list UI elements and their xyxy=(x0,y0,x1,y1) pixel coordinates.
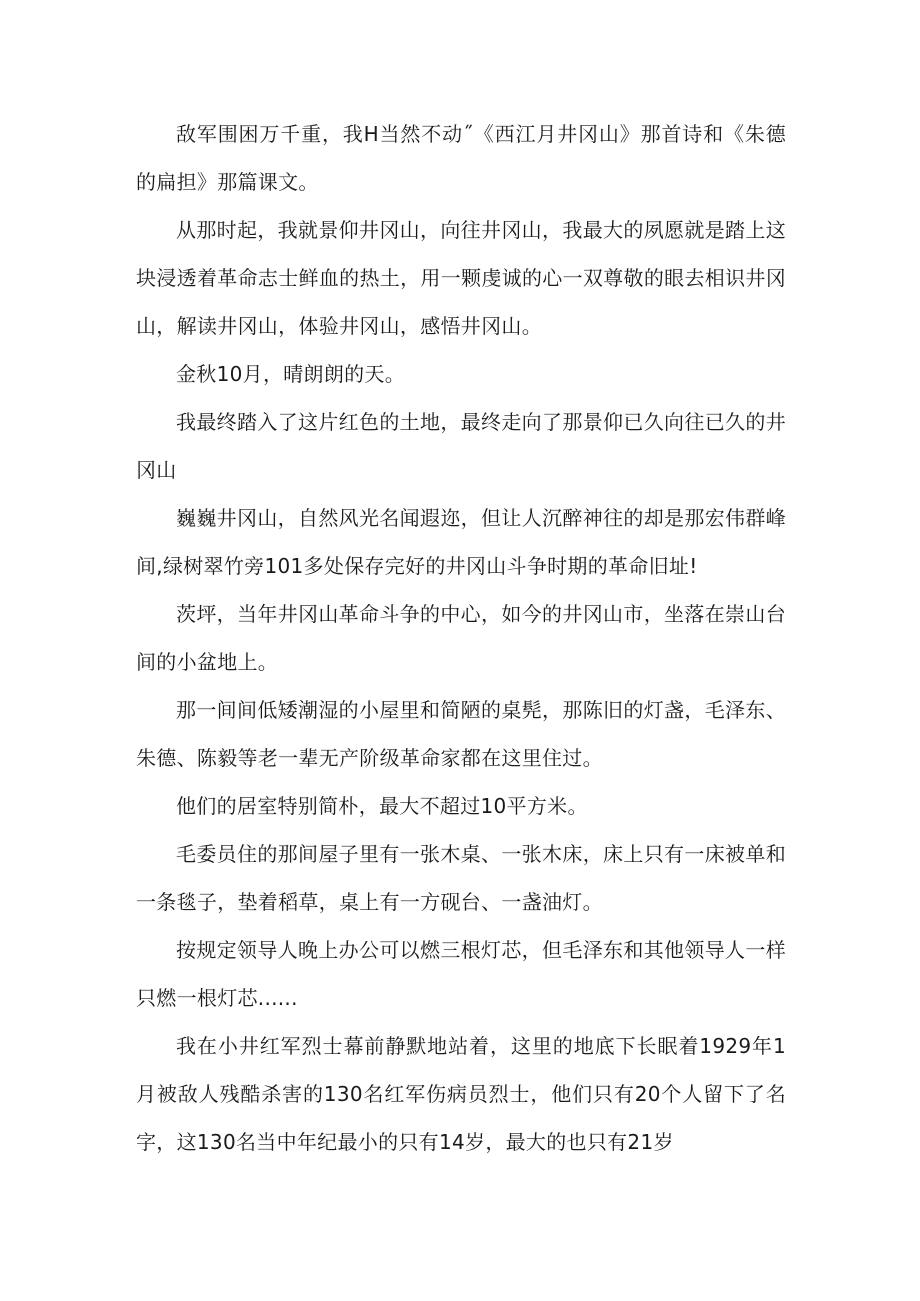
document-body xyxy=(136,110,786,1166)
paragraph-poem-reference: 敌军围困万千重，我H当然不动˝《西江月井冈山》那首诗和《朱德的扁担》那篇课文。 xyxy=(136,122,786,194)
paragraph-golden-autumn: 金秋10月，晴朗朗的天。 xyxy=(176,362,406,386)
paragraph-longing: 从那时起，我就景仰井冈山，向往井冈山，我最大的夙愿就是踏上这块浸透着革命志士鲜血的热土，用一颗虔诚的心一双尊敬的眼去相识井冈山，解读井冈山，体验井冈山，感悟井冈山。 xyxy=(136,218,786,338)
paragraph-chairman-room: 毛委员住的那间屋子里有一张木桌、一张木床，床上只有一床被单和一条毯子，垫着稻草，桌上有一方砚台、一盏油灯。 xyxy=(136,842,786,914)
paragraph-arrival: 我最终踏入了这片红色的土地，最终走向了那景仰已久向往已久的井冈山 xyxy=(136,410,786,482)
paragraph-revolutionary-sites: 巍巍井冈山，自然风光名闻遐迩，但让人沉醉神往的却是那宏伟群峰间,绿树翠竹旁101多处保存完好的井冈山斗争时期的革命旧址! xyxy=(136,506,786,578)
paragraph-simple-rooms: 他们的居室特别简朴，最大不超过10平方米。 xyxy=(176,794,588,818)
paragraph-martyrs-cemetery: 我在小井红军烈士幕前静默地站着，这里的地底下长眠着1929年1月被敌人残酷杀害的130名红军伤病员烈士，他们只有20个人留下了名字，这130名当中年纪最小的只有14岁，最大的也只有21岁 xyxy=(136,1034,786,1154)
paragraph-ciping: 茨坪，当年井冈山革命斗争的中心，如今的井冈山市，坐落在崇山台间的小盆地上。 xyxy=(136,602,786,674)
paragraph-lamp-wicks: 按规定领导人晚上办公可以燃三根灯芯，但毛泽东和其他领导人一样只燃一根灯芯...... xyxy=(136,938,786,1010)
paragraph-small-houses: 那一间间低矮潮湿的小屋里和简陋的桌髡，那陈旧的灯盏，毛泽东、朱德、陈毅等老一辈无产阶级革命家都在这里住过。 xyxy=(136,698,786,770)
